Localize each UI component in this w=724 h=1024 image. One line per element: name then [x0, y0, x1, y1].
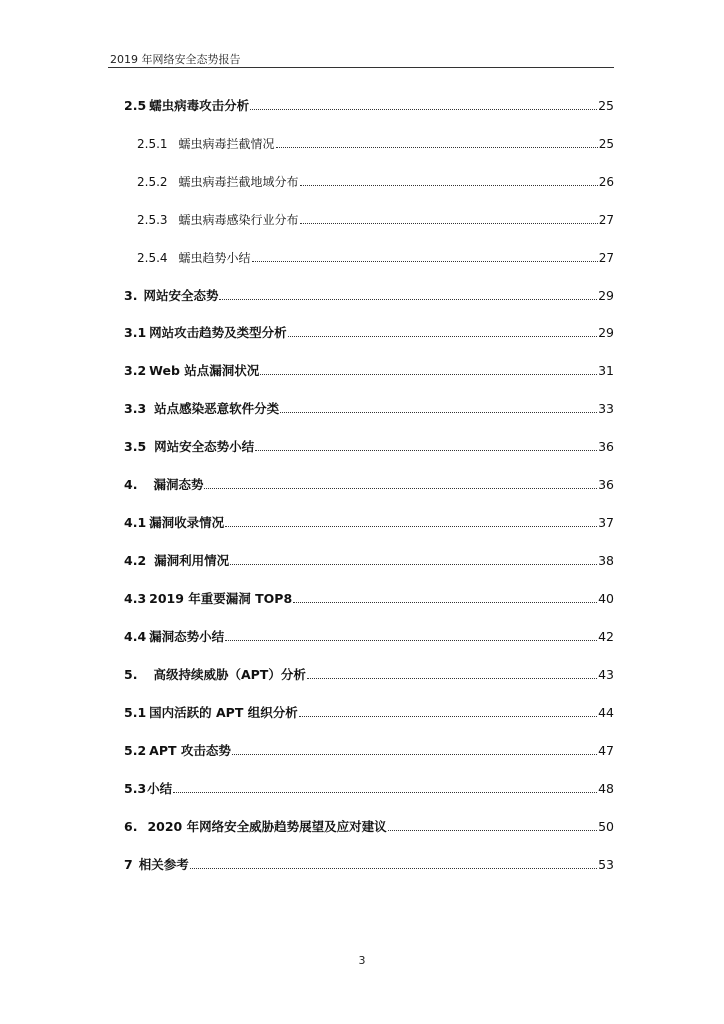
- toc-dot-leader: [288, 336, 597, 337]
- toc-entry-page: 40: [598, 591, 614, 606]
- toc-entry-number: 3.5: [124, 439, 147, 454]
- toc-entry-2-5-1[interactable]: [137, 136, 614, 152]
- toc-entry-number: 2.5.3: [137, 213, 168, 227]
- toc-entry-6[interactable]: [124, 819, 614, 835]
- page-number: 3: [358, 954, 366, 967]
- toc-entry-title: 网站攻击趋势及类型分析: [149, 325, 287, 340]
- toc-entry-page: 31: [598, 363, 614, 378]
- toc-entry-title: 2020 年网络安全威胁趋势展望及应对建议: [147, 819, 387, 834]
- toc-entry-title: 2019 年重要漏洞 TOP8: [149, 591, 293, 606]
- toc-entry-title: 漏洞收录情况: [149, 515, 225, 530]
- toc-dot-leader: [307, 678, 597, 679]
- toc-entry-3-2[interactable]: [124, 363, 614, 379]
- toc-entry-number: 3.3: [124, 401, 147, 416]
- toc-entry-number: 4.4: [124, 629, 147, 644]
- toc-entry-page: 44: [598, 705, 614, 720]
- toc-entry-number: 2.5: [124, 98, 147, 113]
- toc-entry-number: 4.: [124, 477, 138, 492]
- toc-entry-number: 5.2: [124, 743, 147, 758]
- toc-dot-leader: [255, 450, 597, 451]
- toc-entry-title: 蠕虫病毒感染行业分布: [178, 213, 299, 227]
- toc-entry-5-1[interactable]: [124, 705, 614, 721]
- toc-entry-title: 漏洞态势: [153, 477, 204, 492]
- toc-entry-page: 42: [598, 629, 614, 644]
- toc-entry-number: 3.1: [124, 325, 147, 340]
- toc-entry-page: 25: [598, 137, 614, 151]
- toc-dot-leader: [173, 792, 597, 793]
- toc-entry-title: 蠕虫病毒拦截地域分布: [178, 175, 299, 189]
- toc-entry-title: Web 站点漏洞状况: [149, 363, 260, 378]
- toc-entry-page: 29: [598, 325, 614, 340]
- toc-entry-2-5-2[interactable]: [137, 174, 614, 190]
- toc-entry-number: 3.: [124, 288, 138, 303]
- toc-entry-3-1[interactable]: [124, 325, 614, 341]
- toc-entry-title: APT 攻击态势: [149, 743, 231, 758]
- toc-dot-leader: [250, 109, 597, 110]
- toc-entry-title: 蠕虫病毒攻击分析: [149, 98, 250, 113]
- toc-entry-title: 小结: [147, 781, 173, 796]
- toc-entry-title: 相关参考: [138, 857, 189, 872]
- toc-dot-leader: [300, 185, 598, 186]
- toc-dot-leader: [219, 299, 597, 300]
- toc-entry-3-3[interactable]: [124, 401, 614, 417]
- toc-entry-number: 4.3: [124, 591, 147, 606]
- toc-entry-number: 4.2: [124, 553, 147, 568]
- toc-entry-7[interactable]: [124, 857, 614, 873]
- toc-entry-title: 蠕虫趋势小结: [178, 251, 251, 265]
- toc-entry-title: 漏洞利用情况: [154, 553, 230, 568]
- toc-entry-4[interactable]: [124, 477, 614, 493]
- toc-entry-number: 7: [124, 857, 133, 872]
- toc-entry-title: 网站安全态势: [143, 288, 219, 303]
- toc-dot-leader: [293, 602, 597, 603]
- toc-dot-leader: [276, 147, 598, 148]
- toc-entry-number: 5.: [124, 667, 138, 682]
- toc-entry-4-1[interactable]: [124, 515, 614, 531]
- toc-entry-page: 33: [598, 401, 614, 416]
- toc-entry-page: 27: [598, 213, 614, 227]
- toc-entry-4-4[interactable]: [124, 629, 614, 645]
- toc-dot-leader: [300, 223, 598, 224]
- toc-entry-page: 37: [598, 515, 614, 530]
- toc-dot-leader: [190, 868, 597, 869]
- toc-entry-title: 站点感染恶意软件分类: [154, 401, 280, 416]
- toc-entry-title: 高级持续威胁（APT）分析: [153, 667, 306, 682]
- toc-entry-page: 36: [598, 477, 614, 492]
- toc-dot-leader: [299, 716, 597, 717]
- toc-dot-leader: [388, 830, 597, 831]
- toc-entry-page: 27: [598, 251, 614, 265]
- toc-dot-leader: [225, 640, 597, 641]
- toc-entry-3-5[interactable]: [124, 439, 614, 455]
- toc-entry-page: 38: [598, 553, 614, 568]
- toc-entry-title: 国内活跃的 APT 组织分析: [149, 705, 298, 720]
- toc-entry-5-3[interactable]: [124, 781, 614, 797]
- toc-entry-page: 50: [598, 819, 614, 834]
- toc-entry-5-2[interactable]: [124, 743, 614, 759]
- toc-entry-5[interactable]: [124, 667, 614, 683]
- toc-entry-page: 43: [598, 667, 614, 682]
- toc-dot-leader: [260, 374, 597, 375]
- toc-entry-page: 48: [598, 781, 614, 796]
- toc-dot-leader: [230, 564, 597, 565]
- toc-entry-title: 蠕虫病毒拦截情况: [178, 137, 275, 151]
- toc-entry-number: 3.2: [124, 363, 147, 378]
- toc-entry-4-2[interactable]: [124, 553, 614, 569]
- toc-dot-leader: [252, 261, 598, 262]
- toc-entry-page: 26: [598, 175, 614, 189]
- toc-entry-number: 2.5.4: [137, 251, 168, 265]
- toc-dot-leader: [280, 412, 597, 413]
- toc-entry-number: 5.3: [124, 781, 147, 796]
- toc-entry-2-5-3[interactable]: [137, 212, 614, 228]
- toc-dot-leader: [232, 754, 597, 755]
- toc-entry-title: 漏洞态势小结: [149, 629, 225, 644]
- toc-entry-number: 2.5.1: [137, 137, 168, 151]
- toc-entry-page: 29: [598, 288, 614, 303]
- toc-entry-page: 36: [598, 439, 614, 454]
- toc-entry-page: 53: [598, 857, 614, 872]
- toc-entry-page: 47: [598, 743, 614, 758]
- toc-entry-page: 25: [598, 98, 614, 113]
- toc-entry-4-3[interactable]: [124, 591, 614, 607]
- toc-dot-leader: [204, 488, 597, 489]
- running-header: 2019 年网络安全态势报告: [110, 53, 241, 66]
- toc-entry-number: 2.5.2: [137, 175, 168, 189]
- toc-entry-number: 6.: [124, 819, 138, 834]
- toc-entry-number: 4.1: [124, 515, 147, 530]
- toc-entry-2-5[interactable]: [124, 98, 614, 114]
- toc-entry-number: 5.1: [124, 705, 147, 720]
- toc-entry-title: 网站安全态势小结: [154, 439, 255, 454]
- toc-dot-leader: [225, 526, 597, 527]
- toc-entry-2-5-4[interactable]: [137, 250, 614, 266]
- toc-entry-3[interactable]: [124, 288, 614, 304]
